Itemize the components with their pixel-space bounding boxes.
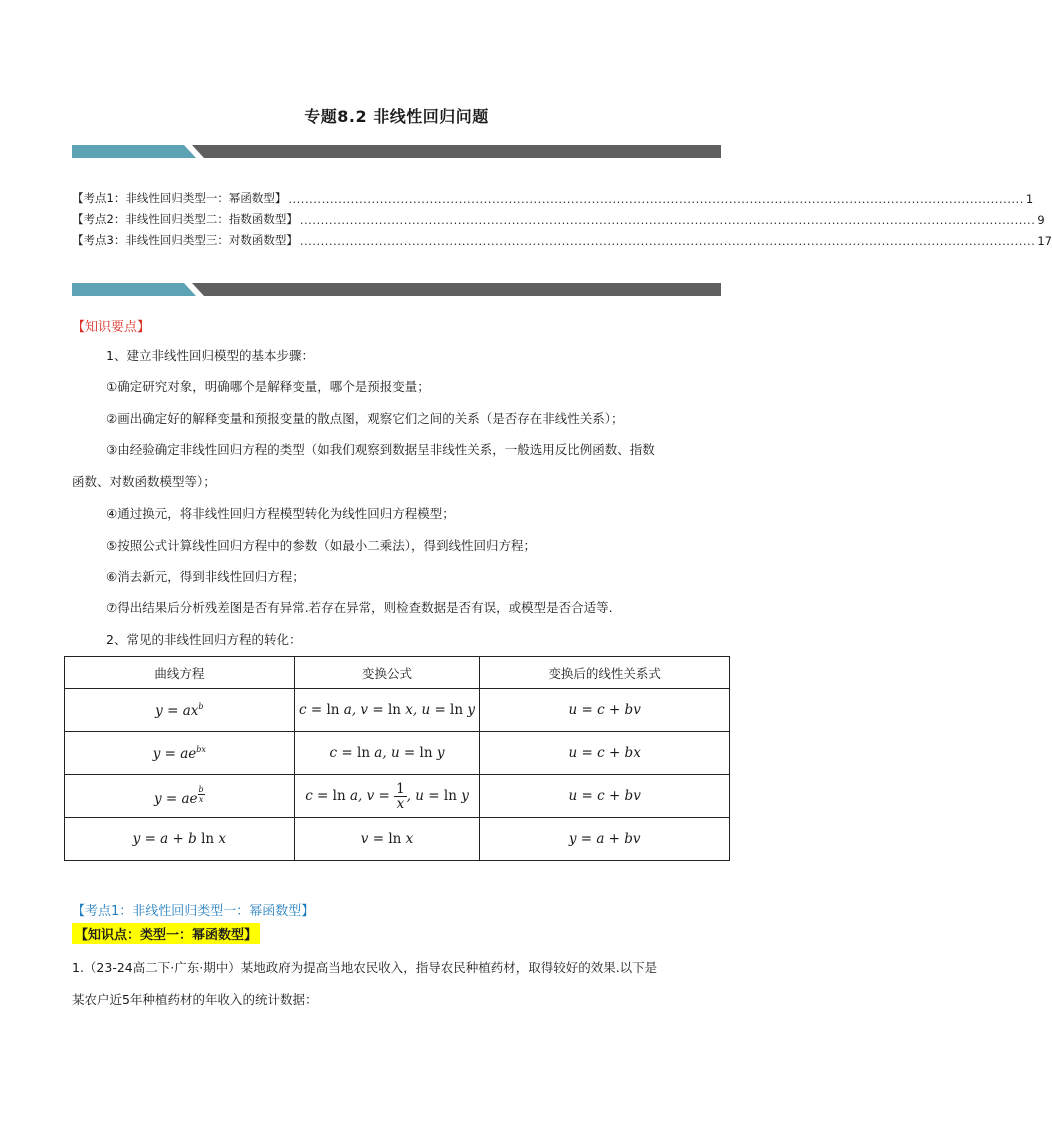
- knowledge-point-highlight: 【知识点：类型一：幂函数型】: [72, 923, 260, 944]
- transform-cell: [294, 689, 480, 732]
- step-text: ⑤按照公式计算线性回归方程中的参数（如最小二乘法），得到线性回归方程；: [106, 538, 536, 553]
- linear-relation-cell: [480, 732, 730, 775]
- toc-entry[interactable]: [72, 228, 1052, 248]
- toc-entry-label: 【考点1：非线性回归类型一：幂函数型】: [72, 191, 287, 205]
- table-row: [65, 818, 730, 861]
- math-linear: u = c + bx: [568, 745, 641, 761]
- toc-leader-dots: .................................................................................................................................................................................: [288, 192, 1024, 206]
- step-text: ⑦得出结果后分析残差图是否有异常.若存在异常，则检查数据是否有误，或模型是否合适等.: [106, 600, 613, 615]
- toc-entry-page: 17: [1037, 234, 1052, 248]
- step-text: ⑥消去新元，得到非线性回归方程；: [106, 569, 305, 584]
- toc-leader-dots: .................................................................................................................................................................................: [299, 234, 1036, 248]
- math-exponential-curve: $y = ae^{bx}$: [152, 744, 206, 762]
- math-transform: c = ln a, v = $\frac{1}{x}$ , u = ln y: [305, 780, 469, 812]
- table-header-cell: 曲线方程: [65, 657, 295, 689]
- page-title: 专题8.2 非线性回归问题: [304, 107, 489, 126]
- step-text: ②画出确定好的解释变量和预报变量的散点图，观察它们之间的关系（是否存在非线性关系）；: [106, 411, 624, 426]
- kaodian-heading: 【考点1：非线性回归类型一：幂函数型】: [72, 904, 315, 919]
- problem-text: 某农户近5年种植药材的年收入的统计数据：: [72, 992, 318, 1007]
- transform-cell: [294, 818, 480, 861]
- transform-cell: [294, 775, 480, 818]
- linear-relation-cell: [480, 775, 730, 818]
- toc-entry-label: 【考点2：非线性回归类型二：指数函数型】: [72, 212, 298, 226]
- toc-entry-page: 9: [1037, 213, 1045, 227]
- conversion-table: [64, 656, 730, 861]
- table-row: [65, 732, 730, 775]
- math-linear: u = c + bv: [568, 702, 641, 718]
- toc-entry[interactable]: [72, 186, 1034, 206]
- knowledge-heading: 【知识要点】: [72, 320, 151, 335]
- toc-leader-dots: .................................................................................................................................................................................: [299, 213, 1036, 227]
- step-text: 函数、对数函数模型等）；: [72, 474, 216, 489]
- decorative-divider-bar: [72, 283, 721, 296]
- step-text: 2、常见的非线性回归方程的转化：: [106, 632, 302, 647]
- step-text: 1、建立非线性回归模型的基本步骤：: [106, 348, 314, 363]
- toc-entry-label: 【考点3：非线性回归类型三：对数函数型】: [72, 233, 298, 247]
- transform-cell: [294, 732, 480, 775]
- curve-equation-cell: [65, 818, 295, 861]
- math-exp-reciprocal-curve: y = ae $^{\frac{b}{x}}$: [153, 785, 204, 807]
- curve-equation-cell: [65, 775, 295, 818]
- step-text: ④通过换元，将非线性回归方程模型转化为线性回归方程模型；: [106, 506, 455, 521]
- toc-entry-page: 1: [1025, 192, 1034, 206]
- toc-entry[interactable]: [72, 207, 1045, 227]
- math-log-curve: y = a + b ln x: [132, 831, 226, 847]
- curve-equation-cell: [65, 689, 295, 732]
- problem-text: 1.（23-24高二下·广东·期中）某地政府为提高当地农民收入，指导农民种植药材，取得较好的效果.以下是: [72, 960, 658, 975]
- math-transform: c = ln a, v = ln x, u = ln y: [299, 702, 475, 718]
- table-header-row: [65, 657, 730, 689]
- math-linear: y = a + bv: [568, 831, 641, 847]
- linear-relation-cell: [480, 818, 730, 861]
- curve-equation-cell: [65, 732, 295, 775]
- step-text: ③由经验确定非线性回归方程的类型（如我们观察到数据呈非线性关系，一般选用反比例函数、指数: [106, 442, 655, 457]
- math-power-curve: $y = ax^b$: [155, 701, 204, 719]
- table-header-cell: 变换后的线性关系式: [480, 657, 730, 689]
- math-transform: v = ln x: [360, 831, 414, 847]
- math-transform: c = ln a, u = ln y: [329, 745, 445, 761]
- step-text: ①确定研究对象，明确哪个是解释变量，哪个是预报变量；: [106, 379, 430, 394]
- table-row: [65, 775, 730, 818]
- linear-relation-cell: [480, 689, 730, 732]
- math-linear: u = c + bv: [568, 788, 641, 804]
- table-header-cell: 变换公式: [294, 657, 480, 689]
- table-row: [65, 689, 730, 732]
- decorative-divider-bar: [72, 145, 721, 158]
